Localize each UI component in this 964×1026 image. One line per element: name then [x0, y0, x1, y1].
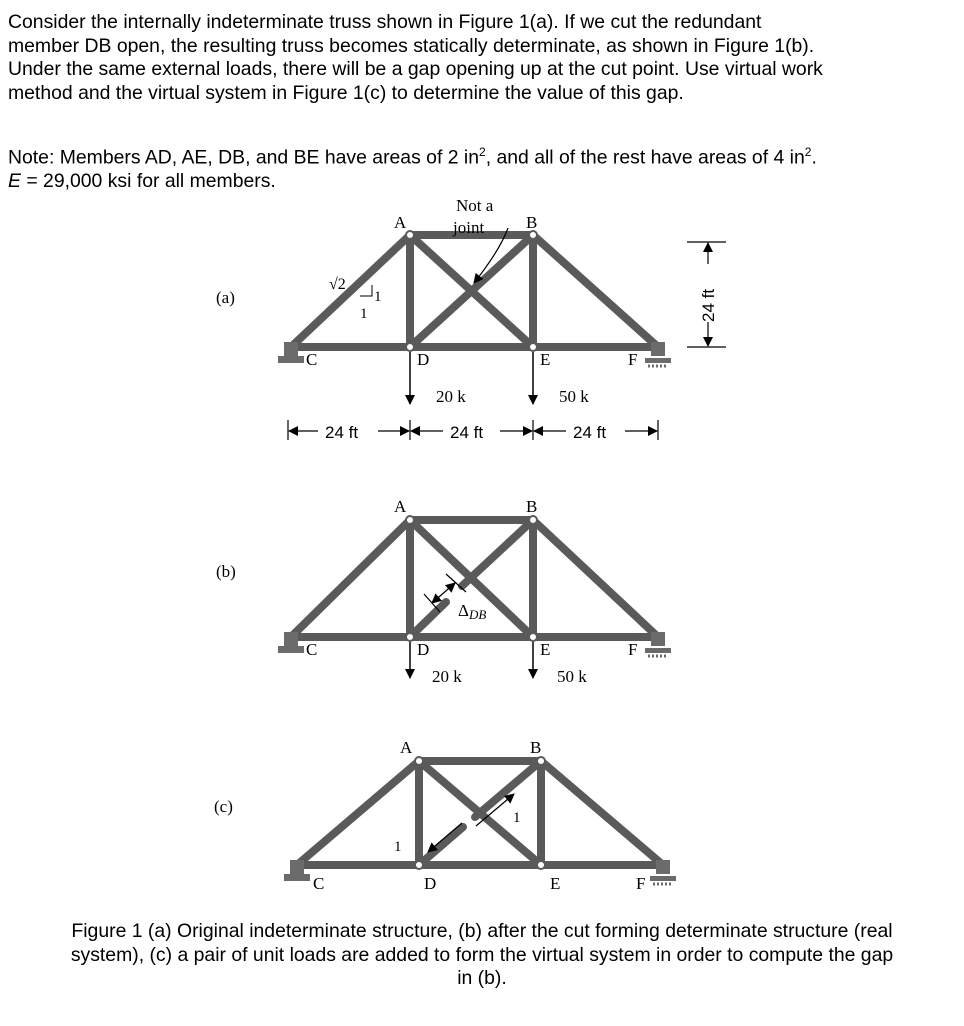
panel-label-a: (a): [216, 288, 235, 307]
members-c: [297, 761, 663, 865]
node-label-d: D: [424, 874, 437, 893]
note-text: Note: Members AD, AE, DB, and BE have areas of 2 in: [8, 146, 479, 169]
slope-sqrt2: √2: [329, 276, 346, 293]
figure-caption: [0, 920, 964, 991]
node-label-c: C: [306, 350, 318, 369]
unit-load-upper-label: 1: [513, 810, 521, 826]
truss-a: [216, 196, 726, 442]
member-db-upper-cut: [462, 520, 533, 586]
gap-symbol: Δ: [458, 601, 469, 620]
problem-line: Consider the internally indeterminate truss shown in Figure 1(a). If we cut the redundant: [8, 11, 762, 33]
joint-e: [537, 861, 545, 869]
joint-b: [537, 757, 545, 765]
joint-b: [529, 231, 537, 239]
problem-line: member DB open, the resulting truss becomes statically determinate, as shown in Figure 1(b).: [8, 34, 815, 57]
joint-d: [406, 343, 414, 351]
member-db-upper-cut: [475, 761, 541, 817]
node-label-d: D: [417, 350, 430, 369]
joint-d: [406, 633, 414, 641]
node-label-c: C: [313, 874, 325, 893]
joint-d: [415, 861, 423, 869]
node-label-e: E: [550, 874, 561, 893]
member-ca: [291, 235, 410, 347]
panel-label-b: (b): [216, 562, 236, 581]
node-label-a: A: [400, 738, 413, 757]
gap-subscript: DB: [468, 607, 487, 622]
joint-e: [529, 343, 537, 351]
members-a: [291, 235, 658, 347]
node-label-a: A: [394, 497, 407, 516]
truss-b: [216, 497, 671, 686]
node-label-c: C: [306, 640, 318, 659]
slope-triangle: [360, 285, 372, 296]
span-label: 24 ft: [573, 423, 607, 442]
note-text: .: [811, 146, 817, 169]
span-label: 24 ft: [450, 423, 484, 442]
joint-a: [415, 757, 423, 765]
unit-load-lower-label: 1: [394, 839, 402, 855]
joint-a: [406, 516, 414, 524]
member-bf: [533, 235, 658, 347]
load-label-e: 50 k: [559, 387, 589, 406]
member-bf: [541, 761, 663, 865]
member-db-lower-cut: [410, 602, 446, 637]
joint-e: [529, 633, 537, 641]
gap-label: [458, 601, 486, 622]
caption-line: in (b).: [457, 967, 507, 989]
not-a-joint-line2: joint: [453, 218, 485, 237]
node-label-d: D: [417, 640, 430, 659]
caption-line: Figure 1 (a) Original indeterminate structure, (b) after the cut forming determinate structure (real: [71, 920, 893, 942]
node-label-e: E: [540, 640, 551, 659]
node-label-f: F: [628, 350, 638, 369]
note-text: , and all of the rest have areas of 4 in: [485, 146, 805, 169]
superscript: 2: [804, 145, 812, 159]
note-text: = 29,000 ksi for all members.: [20, 169, 276, 192]
span-label: 24 ft: [325, 423, 359, 442]
slope-one-horizontal: 1: [360, 306, 368, 322]
joint-b: [529, 516, 537, 524]
member-bf: [533, 520, 658, 637]
load-label-e: 50 k: [557, 667, 587, 686]
joint-a: [406, 231, 414, 239]
node-label-e: E: [540, 350, 551, 369]
problem-line: method and the virtual system in Figure 1(c) to determine the value of this gap.: [8, 81, 684, 104]
truss-c: [214, 738, 676, 893]
superscript: 2: [479, 145, 486, 159]
caption-line: system), (c) a pair of unit loads are added to form the virtual system in order to compute the gap: [70, 943, 894, 966]
node-label-f: F: [628, 640, 638, 659]
slope-one-vertical: 1: [374, 289, 382, 305]
node-label-f: F: [636, 874, 646, 893]
node-label-b: B: [526, 213, 538, 232]
node-label-b: B: [530, 738, 542, 757]
not-a-joint-line1: Not a: [456, 196, 494, 215]
node-label-b: B: [526, 497, 538, 516]
node-label-a: A: [394, 213, 407, 232]
load-label-d: 20 k: [432, 667, 462, 686]
member-ca: [291, 520, 410, 637]
modulus-symbol: E: [8, 169, 21, 192]
panel-label-c: (c): [214, 797, 233, 816]
member-db-lower-cut: [419, 827, 463, 865]
load-label-d: 20 k: [436, 387, 466, 406]
problem-line: Under the same external loads, there will be a gap opening up at the cut point. Use virtual work: [8, 58, 823, 80]
height-label: 24 ft: [699, 288, 718, 322]
